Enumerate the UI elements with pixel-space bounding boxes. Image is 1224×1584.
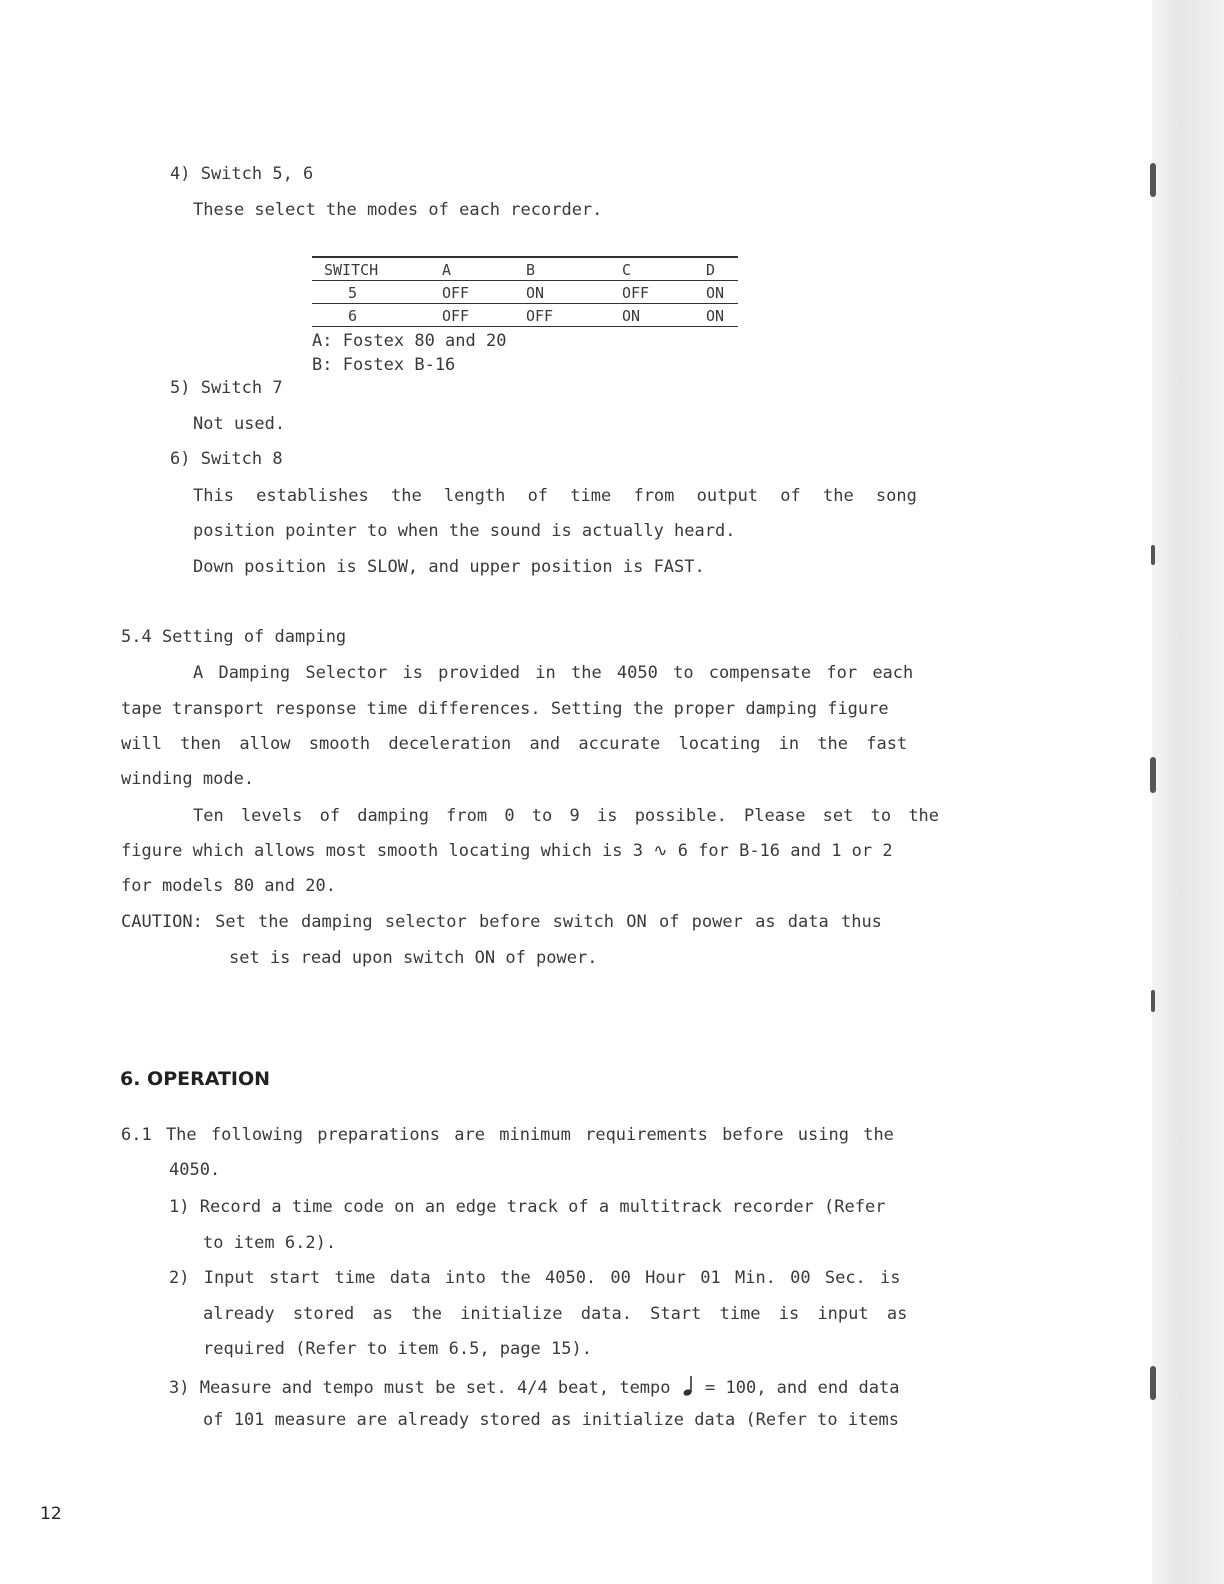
- step-line: [169, 1375, 899, 1398]
- item-6-line: This establishes the length of time from output of the song: [193, 486, 917, 506]
- step-text: 3) Measure and tempo must be set. 4/4 beat, tempo: [169, 1378, 671, 1398]
- item-6-line: position pointer to when the sound is actually heard.: [193, 521, 736, 541]
- quarter-note-icon: [681, 1375, 695, 1397]
- paragraph-line: will then allow smooth deceleration and accurate locating in the fast: [121, 734, 908, 754]
- switch-mode-table: [312, 256, 738, 327]
- item-6-line: Down position is SLOW, and upper position is FAST.: [193, 557, 705, 577]
- item-4-text: These select the modes of each recorder.: [193, 200, 603, 220]
- binding-mark: [1150, 1366, 1156, 1400]
- caution-line: CAUTION: Set the damping selector before switch ON of power as data thus: [121, 912, 882, 932]
- table-note-b: B: Fostex B-16: [312, 355, 456, 375]
- item-4-title: 4) Switch 5, 6: [170, 164, 314, 184]
- table-cell: OFF: [622, 281, 706, 304]
- table-header: SWITCH: [312, 257, 442, 281]
- caution-line: set is read upon switch ON of power.: [229, 948, 598, 968]
- paragraph-line: tape transport response time differences. Setting the proper damping figure: [121, 699, 889, 719]
- step-line: of 101 measure are already stored as initialize data (Refer to items: [203, 1410, 899, 1430]
- binding-mark: [1150, 757, 1156, 793]
- table-cell: OFF: [442, 304, 526, 327]
- table-cell: ON: [526, 281, 622, 304]
- binding-mark: [1151, 545, 1155, 565]
- paragraph-line: Ten levels of damping from 0 to 9 is possible. Please set to the: [193, 806, 940, 826]
- paragraph-line: winding mode.: [121, 769, 255, 789]
- page-edge-shadow: [1152, 0, 1224, 1584]
- binding-mark: [1151, 990, 1155, 1012]
- table-cell: ON: [706, 304, 738, 327]
- paragraph-line: for models 80 and 20.: [121, 876, 336, 896]
- table-cell: ON: [706, 281, 738, 304]
- step-line: to item 6.2).: [203, 1233, 337, 1253]
- paragraph-line: figure which allows most smooth locating which is 3 ∿ 6 for B-16 and 1 or 2: [121, 841, 893, 861]
- table-cell: OFF: [442, 281, 526, 304]
- item-5-text: Not used.: [193, 414, 286, 434]
- step-line: 2) Input start time data into the 4050. 00 Hour 01 Min. 00 Sec. is: [169, 1268, 901, 1288]
- operation-heading: 6. OPERATION: [120, 1068, 271, 1090]
- table-note-a: A: Fostex 80 and 20: [312, 331, 507, 351]
- step-line: 1) Record a time code on an edge track of a multitrack recorder (Refer: [169, 1197, 886, 1217]
- item-5-title: 5) Switch 7: [170, 378, 283, 398]
- table-header: C: [622, 257, 706, 281]
- table-row: [312, 304, 738, 327]
- table-header: D: [706, 257, 738, 281]
- paragraph-line: 4050.: [169, 1160, 221, 1180]
- step-line: already stored as the initialize data. Start time is input as: [203, 1304, 908, 1324]
- page-number: 12: [40, 1504, 62, 1524]
- step-text: = 100, and end data: [705, 1378, 900, 1398]
- step-line: required (Refer to item 6.5, page 15).: [203, 1339, 592, 1359]
- paragraph-line: A Damping Selector is provided in the 4050 to compensate for each: [193, 663, 914, 683]
- section-title: 5.4 Setting of damping: [121, 627, 347, 647]
- table-cell: 6: [312, 304, 442, 327]
- binding-mark: [1150, 163, 1156, 197]
- table-header: B: [526, 257, 622, 281]
- table-header: A: [442, 257, 526, 281]
- table-cell: OFF: [526, 304, 622, 327]
- table-cell: ON: [622, 304, 706, 327]
- table-row: [312, 281, 738, 304]
- paragraph-line: 6.1 The following preparations are minimum requirements before using the: [121, 1125, 894, 1145]
- table-cell: 5: [312, 281, 442, 304]
- item-6-title: 6) Switch 8: [170, 449, 283, 469]
